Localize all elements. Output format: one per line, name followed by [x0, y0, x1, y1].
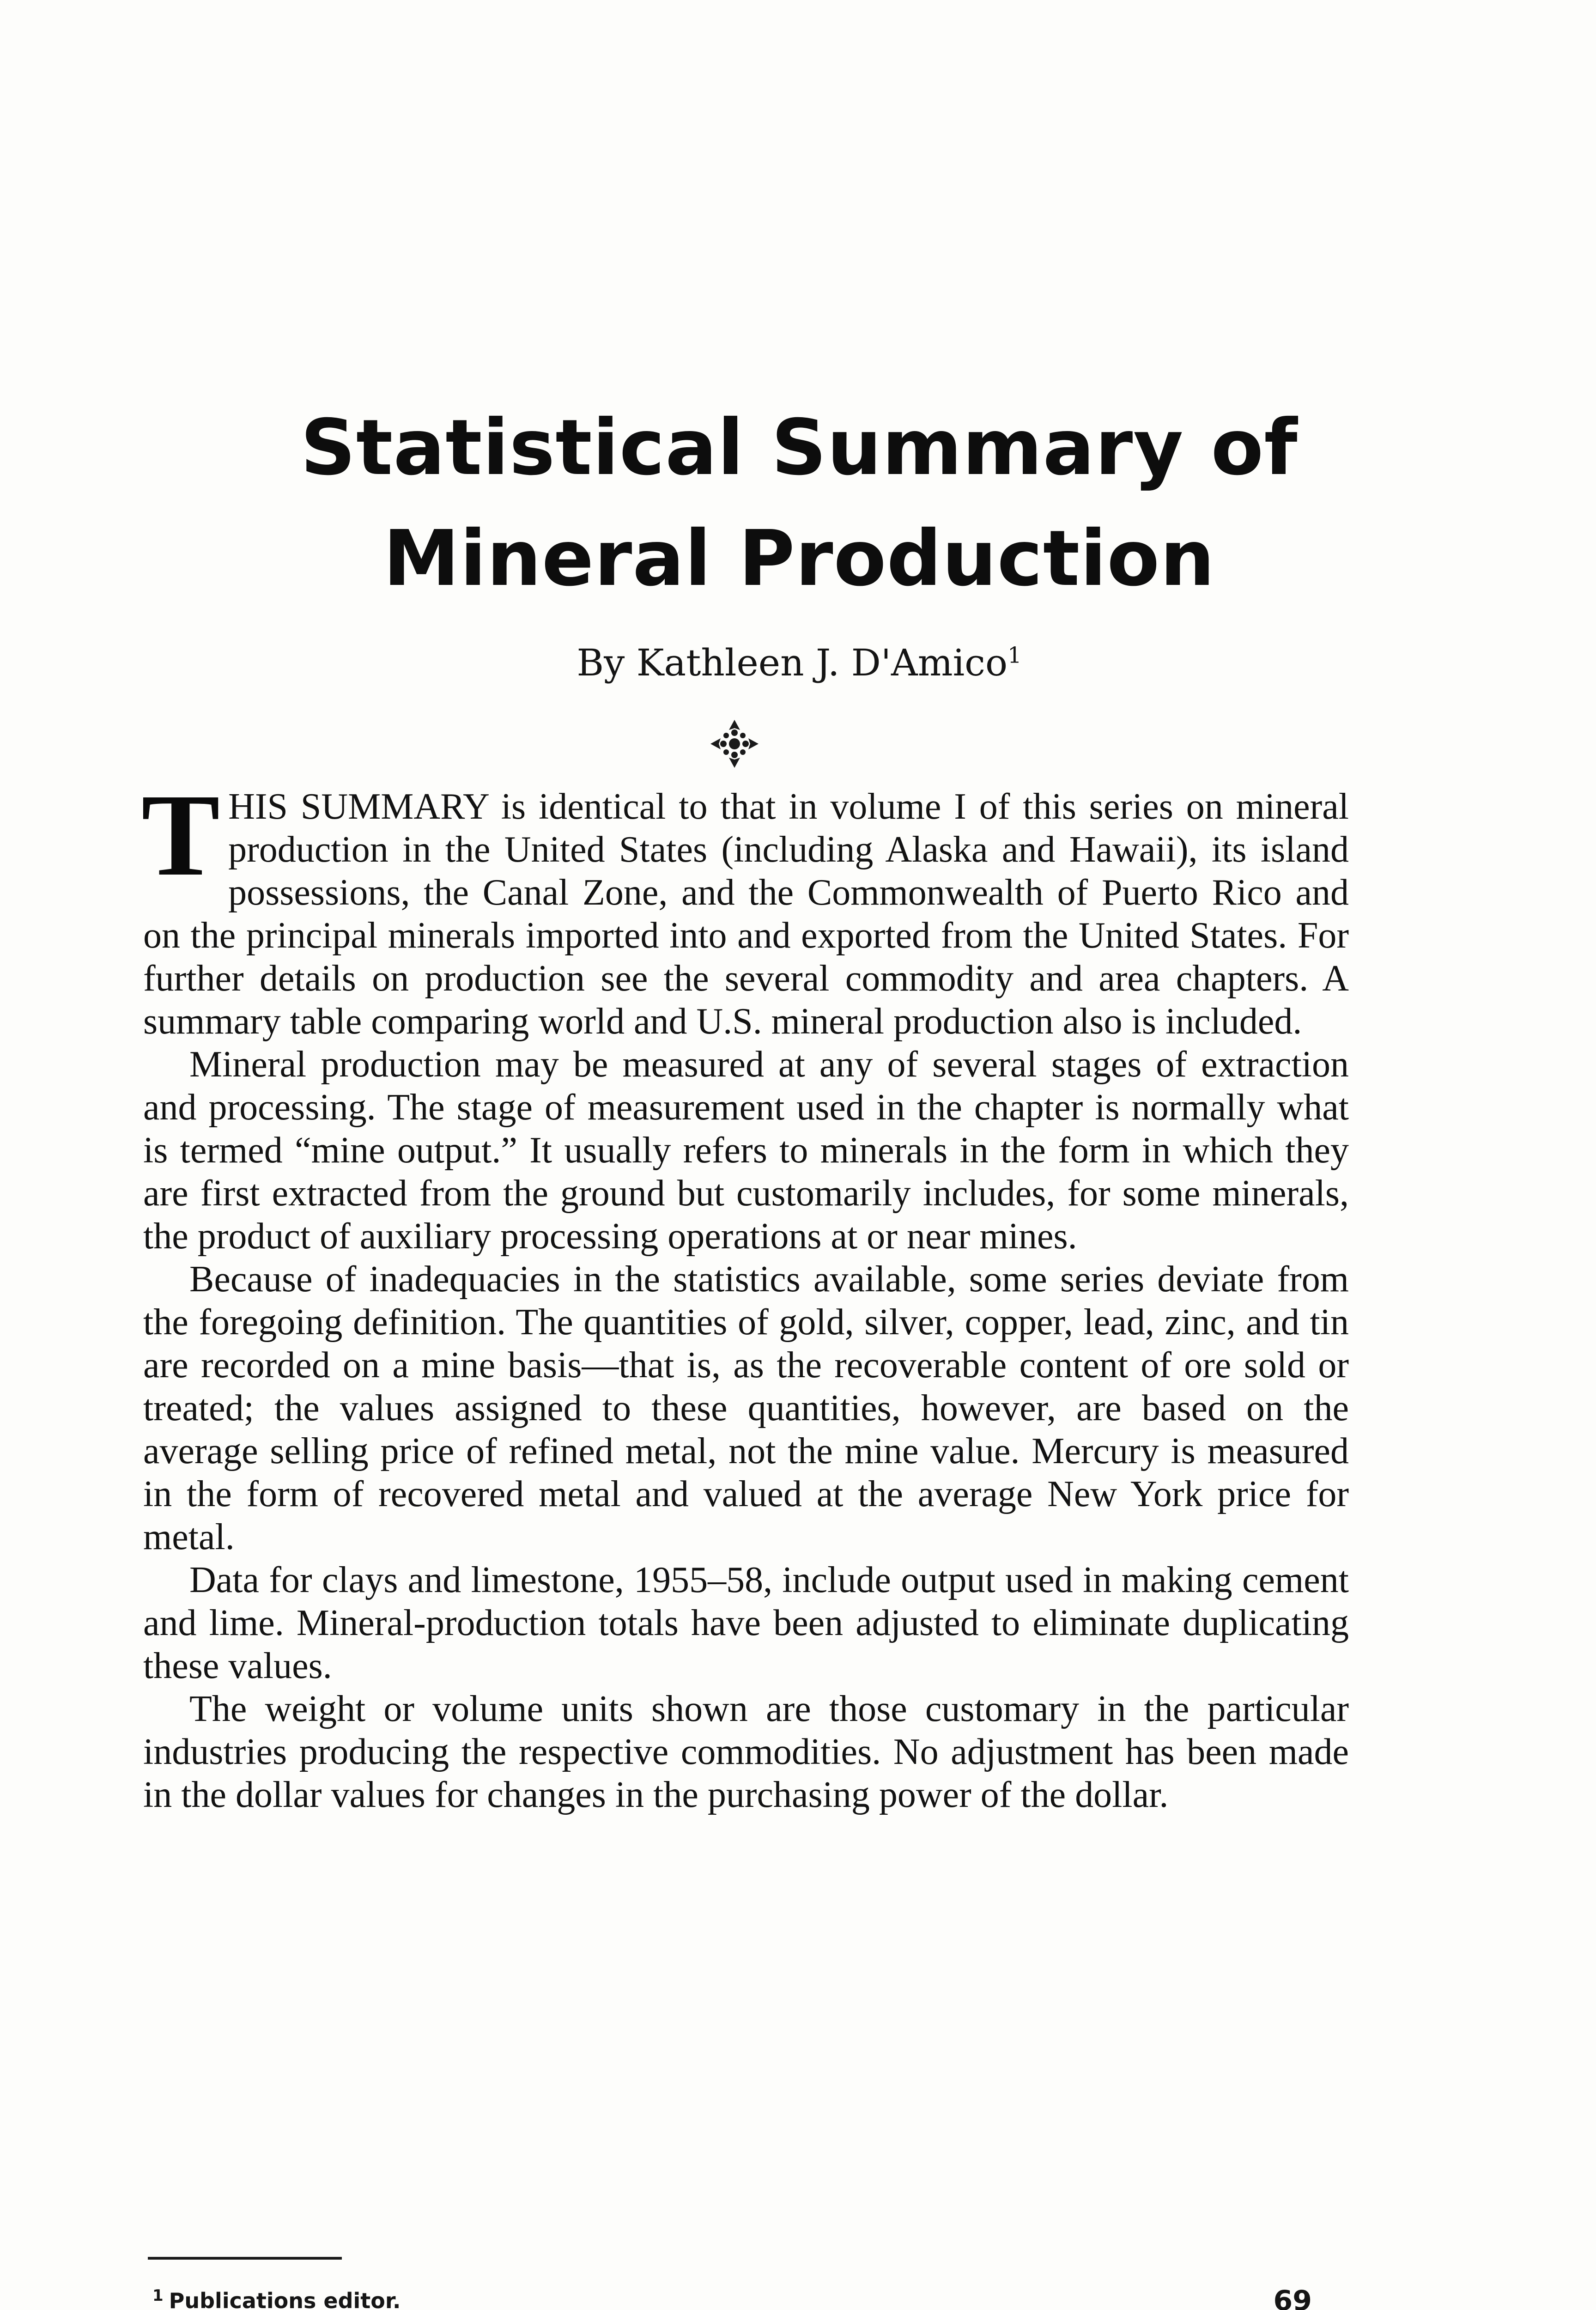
page-number: 69	[1273, 2285, 1312, 2310]
footnote	[152, 2285, 845, 2310]
paragraph-1	[141, 770, 1349, 1043]
article-title: Statistical Summary of Mineral Production	[300, 403, 1298, 603]
paragraph-2: Mineral production may be measured at any of several stages of extraction and processing. The stage of measurement used in the chapter is normally what is termed “mine output.” It usually refers to minerals in the form in which they are first extracted from the ground but customarily includes, for some minerals, the product of auxiliary processing operations at or near mines.	[143, 1044, 1349, 1257]
paragraph-1-text: HIS SUMMARY is identical to that in volume I of this series on mineral production in the United States (including Alaska and Hawaii), its island possessions, the Canal Zone, and the Commonwealth of Puerto Rico and on the principal minerals imported into and exported from the United States. For further details on production see the several commodity and area chapters. A summary table comparing world and U.S. mineral production also is included.	[143, 786, 1349, 1042]
byline-text: By Kathleen J. D'Amico	[577, 641, 1008, 684]
paragraph-3: Because of inadequacies in the statistics available, some series deviate from the foregoing definition. The quantities of gold, silver, copper, lead, zinc, and tin are recorded on a mine basis—that is, as the recoverable content of ore sold or treated; the values assigned to these quantities, however, are based on the average selling price of refined metal, not the mine value. Mercury is measured in the form of recovered metal and valued at the average New York price for metal.	[143, 1259, 1349, 1557]
article-body	[141, 770, 1349, 1817]
paragraph-5: The weight or volume units shown are those customary in the particular industries producing the respective commodities. No adjustment has been made in the dollar values for changes in the purchasing power of the dollar.	[143, 1689, 1349, 1815]
byline-footnote-mark: 1	[1007, 642, 1022, 669]
paragraph-4: Data for clays and limestone, 1955–58, include output used in making cement and lime. Mineral-production totals have been adjusted to eliminate duplicating these values.	[143, 1560, 1349, 1686]
footnote-text: Publications editor.	[169, 2288, 401, 2310]
drop-cap: T	[141, 770, 220, 900]
footnote-divider	[148, 2257, 342, 2260]
footnote-mark: 1	[152, 2286, 164, 2305]
fleuron-ornament-icon	[707, 716, 762, 772]
article-byline	[139, 638, 1460, 688]
